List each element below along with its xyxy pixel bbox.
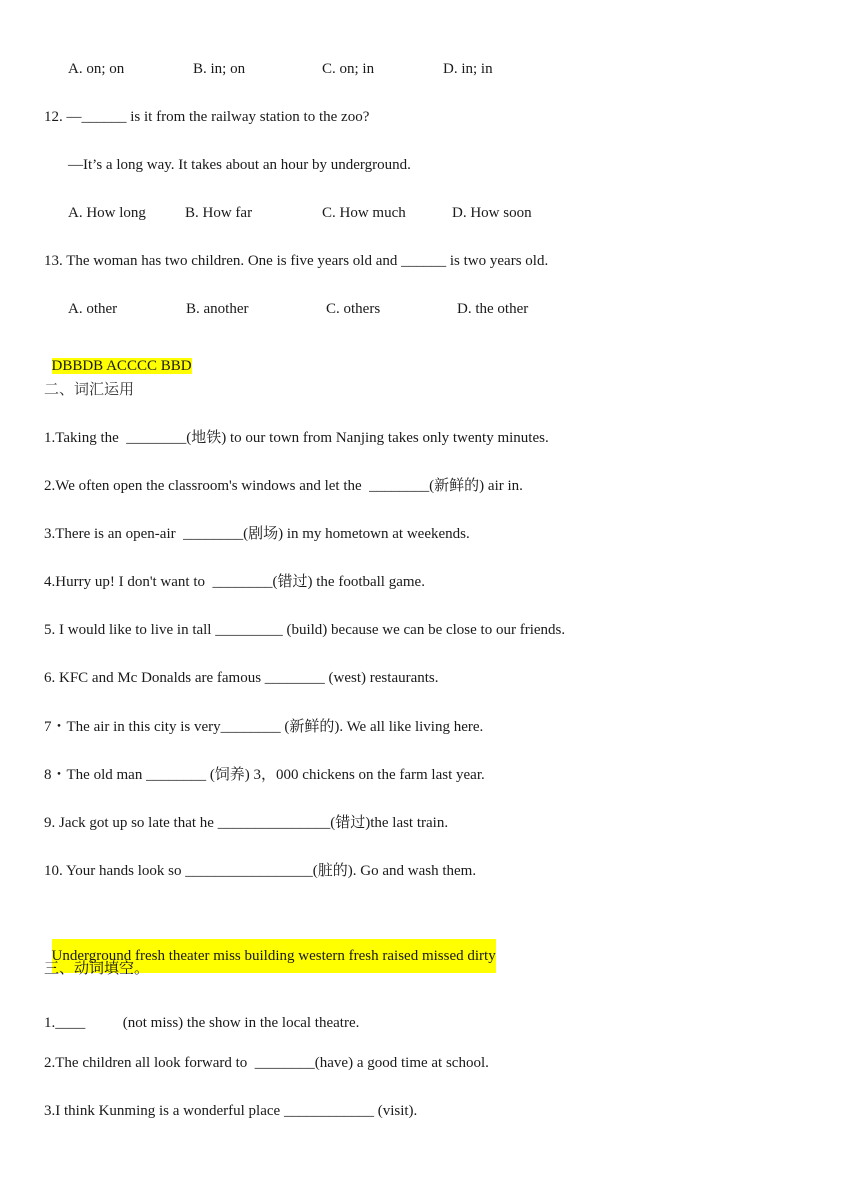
q11-option-b: B. in; on: [193, 61, 246, 77]
section-3-item: 2.The children all look forward to ________(have) a good time at school.: [44, 1055, 489, 1071]
q11-option-a: A. on; on: [68, 61, 125, 77]
q13-option-a: A. other: [68, 301, 118, 317]
section-3-item: 1.____ (not miss) the show in the local theatre.: [44, 1015, 360, 1031]
section-2-item: 1.Taking the ________(地铁) to our town from Nanjing takes only twenty minutes.: [44, 430, 549, 446]
section-3-item: 3.I think Kunming is a wonderful place ____________ (visit).: [44, 1103, 418, 1119]
q11-option-d: D. in; in: [443, 61, 493, 77]
section-2-item: 3.There is an open-air ________(剧场) in my hometown at weekends.: [44, 526, 470, 542]
q12-option-a: A. How long: [68, 205, 146, 221]
section-2-item: 4.Hurry up! I don't want to ________(错过) the football game.: [44, 574, 425, 590]
q13-stem: 13. The woman has two children. One is five years old and ______ is two years old.: [44, 253, 549, 269]
section-2-item: 6. KFC and Mc Donalds are famous ________ (west) restaurants.: [44, 670, 439, 686]
section-2-item: 9. Jack got up so late that he _______________(错过)the last train.: [44, 815, 449, 831]
answer-key-1-text: DBBDB ACCCC BBD: [51, 358, 192, 374]
q13-option-d: D. the other: [457, 301, 529, 317]
section-2-title: 二、词汇运用: [44, 380, 135, 398]
q11-option-c: C. on; in: [322, 61, 375, 77]
q13-option-c: C. others: [326, 301, 381, 317]
q12-option-b: B. How far: [185, 205, 253, 221]
answer-key-1: [44, 336, 192, 376]
answer-key-2-text: Underground fresh theater miss building western fresh raised missed dirty: [52, 939, 496, 973]
section-2-item: 7・The air in this city is very________ (新鲜的). We all like living here.: [44, 719, 484, 735]
q12-reply: —It’s a long way. It takes about an hour by underground.: [68, 157, 411, 173]
section-2-item: 10. Your hands look so _________________(脏的). Go and wash them.: [44, 863, 477, 879]
section-2-item: 8・The old man ________ (饲养) 3，000 chickens on the farm last year.: [44, 767, 485, 783]
section-2-item: 2.We often open the classroom's windows and let the ________(新鲜的) air in.: [44, 478, 523, 494]
q12-option-d: D. How soon: [452, 205, 532, 221]
section-3-title: 三、动词填空。: [44, 959, 150, 977]
section-2-item: 5. I would like to live in tall _________ (build) because we can be close to our friends.: [44, 622, 566, 638]
q13-option-b: B. another: [186, 301, 249, 317]
q12-option-c: C. How much: [322, 205, 406, 221]
q12-stem: 12. —______ is it from the railway station to the zoo?: [44, 109, 370, 125]
